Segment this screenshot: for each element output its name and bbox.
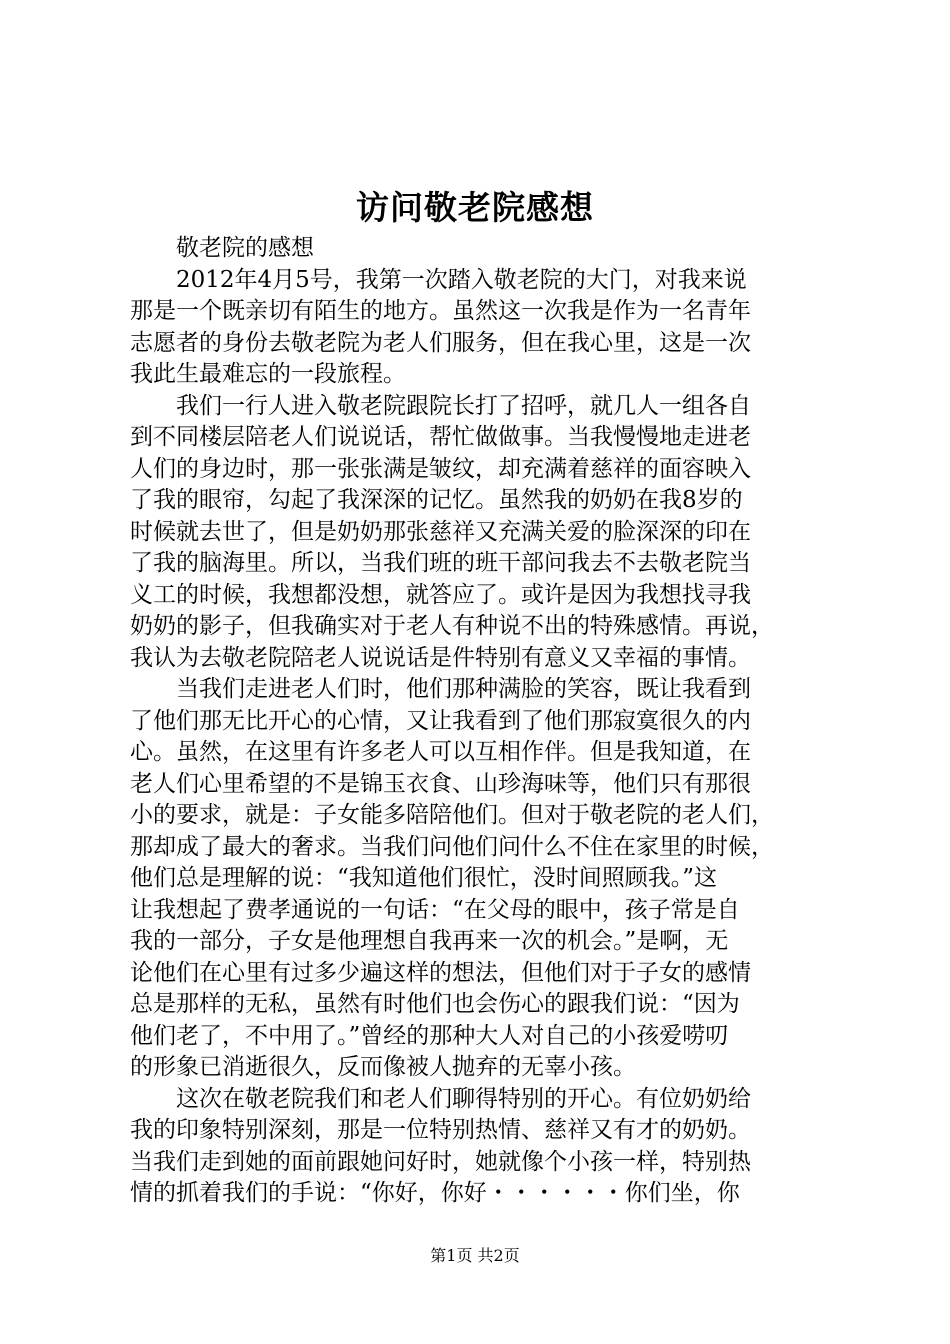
page-number-footer: 第1页 共2页 <box>430 1246 520 1265</box>
paragraph-3: 当我们走进老人们时，他们那种满脸的笑容，既让我看到 了他们那无比开心的心情，又让我看到了他们那寂寞很久的内 心。虽然，在这里有许多老人可以互相作伴。但是我知道，在 老人们心里希望的不是锦玉衣食、山珍海味等，他们只有那很 小的要求，就是：子女能多陪陪他们。但对于敬老院的老人们， 那却成了最大的奢求。当我们问他们问什么不住在家里的时候， 他们总是理解的说：“我知道他们很忙，没时间照顾我。”这 让我想起了费孝通说的一句话：“在父母的眼中，孩子常是自 我的一部分，子女是他理想自我再来一次的机会。”是啊，无 论他们在心里有过多少遍这样的想法，但他们对于子女的感情 总是那样的无私，虽然有时他们也会伤心的跟我们说：“因为 他们老了，不中用了。”曾经的那种大人对自己的小孩爱唠叨 的形象已消逝很久，反而像被人抛弃的无辜小孩。 <box>130 676 774 1080</box>
paragraph-4: 这次在敬老院我们和老人们聊得特别的开心。有位奶奶给 我的印象特别深刻，那是一位特别热情、慈祥又有才的奶奶。 当我们走到她的面前跟她问好时，她就像个小孩一样，特别热 情的抓着我们的手说：“你好，你好・・・・・・你们坐，你 <box>130 1085 751 1206</box>
paragraph-2: 我们一行人进入敬老院跟院长打了招呼，就几人一组各自 到不同楼层陪老人们说说话，帮忙做做事。当我慢慢地走进老 人们的身边时，那一张张满是皱纹，却充满着慈祥的面容映入 了我的眼帘，勾起了我深深的记忆。虽然我的奶奶在我8岁的 时候就去世了，但是奶奶那张慈祥又充满关爱的脸深深的印在 了我的脑海里。所以，当我们班的班干部问我去不去敬老院当 义工的时候，我想都没想，就答应了。或许是因为我想找寻我 奶奶的影子，但我确实对于老人有种说不出的特殊感情。再说， 我认为去敬老院陪老人说说话是件特别有意义又幸福的事情。 <box>130 392 774 671</box>
document-title: 访问敬老院感想 <box>356 188 594 227</box>
paragraph-1: 2012年4月5号，我第一次踏入敬老院的大门，对我来说 那是一个既亲切有陌生的地方。虽然这一次我是作为一名青年 志愿者的身份去敬老院为老人们服务，但在我心里，这是一次 我此生最难忘的一段旅程。 <box>130 266 751 387</box>
document-body <box>130 233 833 1210</box>
subtitle-paragraph: 敬老院的感想 <box>176 235 314 261</box>
